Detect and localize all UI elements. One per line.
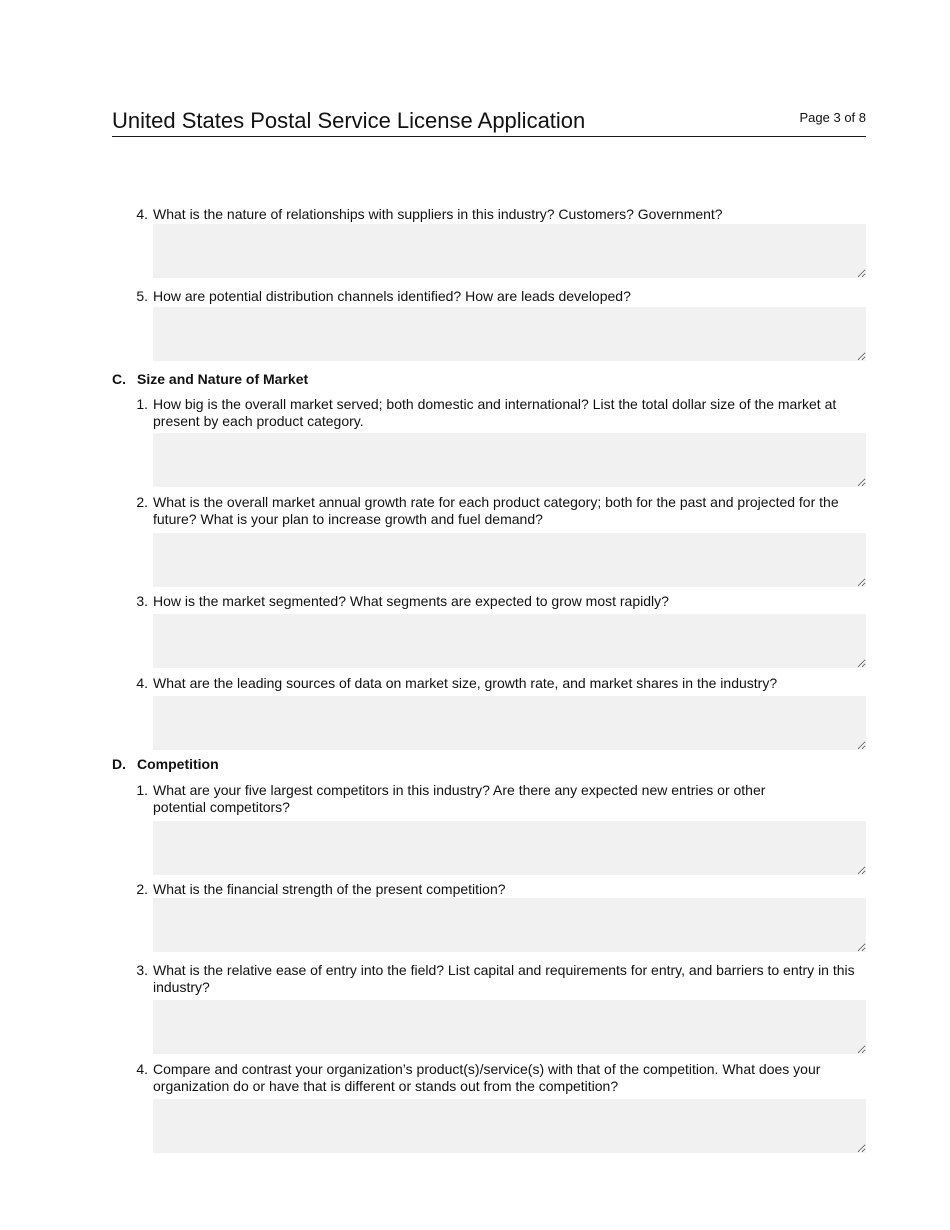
question-text: What are your five largest competitors in this industry? Are there any expected new entries or other potential competitors? xyxy=(153,782,766,815)
section-letter: D. xyxy=(112,756,126,772)
question-number: 3. xyxy=(136,593,148,609)
answer-field[interactable] xyxy=(153,433,866,487)
question-text: What is the financial strength of the present competition? xyxy=(153,881,506,897)
section-letter: C. xyxy=(112,371,126,387)
question-text: What is the overall market annual growth rate for each product category; both for the past and projected for the future? What is your plan to increase growth and fuel demand? xyxy=(153,494,839,527)
answer-field[interactable] xyxy=(153,533,866,587)
answer-field[interactable] xyxy=(153,1099,866,1153)
question-text: Compare and contrast your organization’s product(s)/service(s) with that of the competition. What does your organization do or have that is different or stands out from the competition? xyxy=(153,1061,821,1094)
answer-field[interactable] xyxy=(153,898,866,952)
answer-field[interactable] xyxy=(153,307,866,361)
page-header xyxy=(112,108,866,137)
question-text: How are potential distribution channels identified? How are leads developed? xyxy=(153,288,631,304)
question-text: What is the nature of relationships with suppliers in this industry? Customers? Government? xyxy=(153,206,723,222)
section-title: Competition xyxy=(137,756,219,772)
question-text: How big is the overall market served; both domestic and international? List the total dollar size of the market at present by each product category. xyxy=(153,396,837,429)
answer-field[interactable] xyxy=(153,1000,866,1054)
question-number: 4. xyxy=(136,1061,148,1077)
answer-field[interactable] xyxy=(153,614,866,668)
question-text: What is the relative ease of entry into the field? List capital and requirements for entry, and barriers to entry in this industry? xyxy=(153,962,855,995)
question-number: 1. xyxy=(136,782,148,798)
question-number: 2. xyxy=(136,494,148,510)
answer-field[interactable] xyxy=(153,696,866,750)
answer-field[interactable] xyxy=(153,821,866,875)
question-number: 5. xyxy=(136,288,148,304)
page-number: Page 3 of 8 xyxy=(799,110,866,125)
question-number: 4. xyxy=(136,206,148,222)
question-number: 1. xyxy=(136,396,148,412)
question-number: 2. xyxy=(136,881,148,897)
section-title: Size and Nature of Market xyxy=(137,371,309,387)
question-number: 4. xyxy=(136,675,148,691)
question-number: 3. xyxy=(136,962,148,978)
question-text: What are the leading sources of data on market size, growth rate, and market shares in the industry? xyxy=(153,675,778,691)
document-title: United States Postal Service License Application xyxy=(112,108,586,133)
answer-field[interactable] xyxy=(153,224,866,278)
question-text: How is the market segmented? What segments are expected to grow most rapidly? xyxy=(153,593,669,609)
